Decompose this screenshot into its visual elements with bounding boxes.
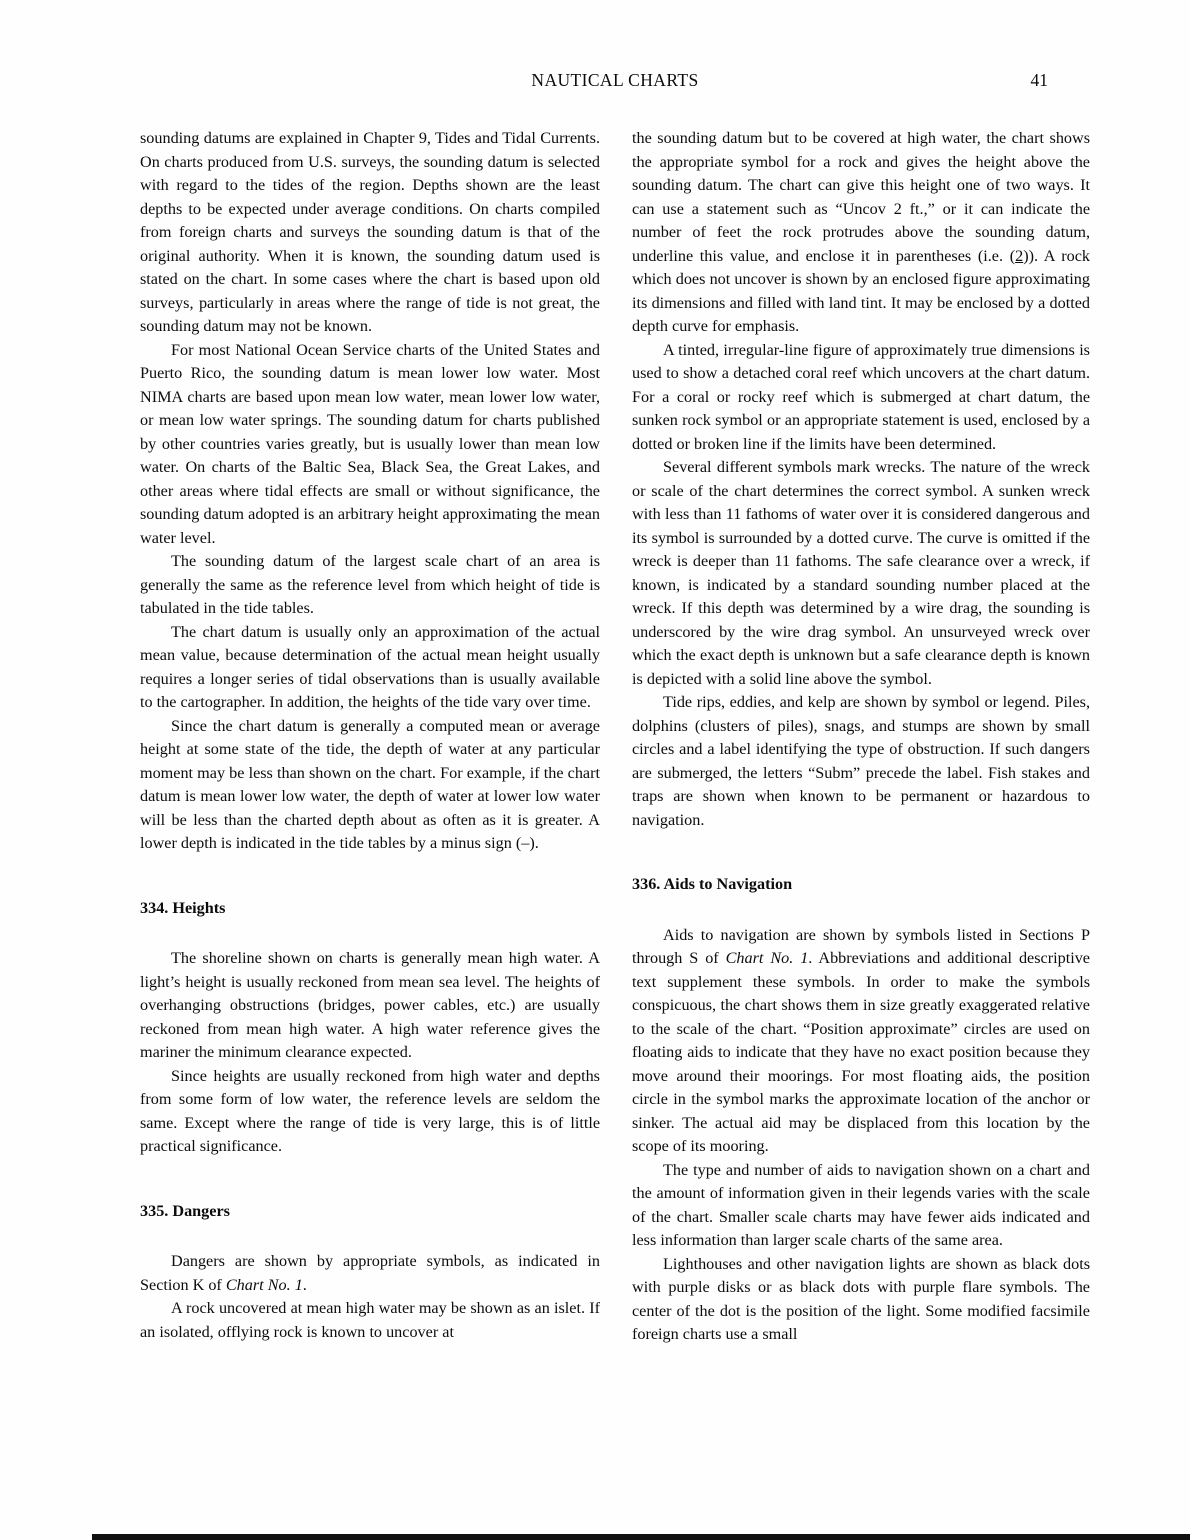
text-run: A tinted, irregular-line figure of approximately true dimensions is used to show a detached coral reef which uncovers at the chart datum. For a coral or rocky reef which is submerged at chart datum, the sunken rock symbol or an appropriate statement is used, enclosed by a dotted or broken line if the limits have been determined. (632, 340, 1090, 453)
body-paragraph (140, 947, 600, 1065)
section-heading (140, 1200, 600, 1224)
text-run: Since the chart datum is generally a computed mean or average height at some state of the tide, the depth of water at any particular moment may be less than shown on the chart. For example, if the chart datum is mean lower low water, the depth of water at lower low water will be less than the charted depth about as often as it is greater. A lower depth is indicated in the tide tables by a minus sign (–). (140, 716, 600, 852)
body-paragraph (632, 924, 1090, 1159)
italic-text-run: Chart No. 1 (725, 949, 809, 967)
left-column (140, 127, 600, 1347)
body-paragraph (632, 691, 1090, 832)
body-paragraph (140, 339, 600, 551)
text-run: Dangers are shown by appropriate symbols, as indicated in Section K of (140, 1252, 600, 1294)
text-run: Tide rips, eddies, and kelp are shown by symbol or legend. Piles, dolphins (clusters of piles), snags, and stumps are shown by small circles and a label identifying the type of obstruction. If such dangers are submerged, the letters “Subm” precede the label. Fish stakes and traps are shown when known to be permanent or hazardous to navigation. (632, 693, 1090, 829)
body-paragraph (632, 1253, 1090, 1347)
text-run: Lighthouses and other navigation lights are shown as black dots with purple disks or as black dots with purple flare symbols. The center of the dot is the position of the light. Some modified facsimile foreign charts use a small (632, 1254, 1090, 1343)
text-run: Aids to navigation are shown by symbols listed in Sections P through S of (632, 925, 1090, 967)
body-paragraph (632, 1159, 1090, 1253)
body-paragraph (140, 1250, 600, 1297)
body-paragraph (140, 715, 600, 856)
body-paragraph (140, 621, 600, 715)
text-run: A rock uncovered at mean high water may be shown as an islet. If an isolated, offlying rock is known to uncover at (140, 1299, 600, 1341)
section-heading (140, 897, 600, 921)
text-run: 336. Aids to Navigation (632, 875, 793, 893)
text-run: )). A rock which does not uncover is shown by an enclosed figure approximating its dimensions and filled with land tint. It may be enclosed by a dotted depth curve for emphasis. (632, 246, 1090, 335)
body-paragraph (140, 127, 600, 339)
body-paragraph (140, 1297, 600, 1344)
text-run: Since heights are usually reckoned from high water and depths from some form of low water, the reference levels are seldom the same. Except where the range of tide is very large, this is of little practical significance. (140, 1066, 600, 1155)
text-run: The chart datum is usually only an approximation of the actual mean value, because determination of the actual mean height usually requires a longer series of tidal observations than is usually available to the cartographer. In addition, the heights of the tide vary over time. (140, 622, 600, 711)
text-run: For most National Ocean Service charts of the United States and Puerto Rico, the sounding datum is mean lower low water. Most NIMA charts are based upon mean low water, mean lower low water, or mean low water springs. The sounding datum for charts published by other countries varies greatly, but is usually lower than mean low water. On charts of the Baltic Sea, Black Sea, the Great Lakes, and other areas where tidal effects are small or without significance, the sounding datum adopted is an arbitrary height approximating the mean water level. (140, 340, 600, 547)
italic-text-run: Chart No. 1 (225, 1275, 303, 1294)
body-paragraph (632, 456, 1090, 691)
text-run: . (302, 1275, 307, 1294)
text-run: 335. Dangers (140, 1201, 230, 1220)
body-paragraph (632, 339, 1090, 457)
text-run: Several different symbols mark wrecks. The nature of the wreck or scale of the chart determines the correct symbol. A sunken wreck with less than 11 fathoms of water over it is considered dangerous and its symbol is surrounded by a dotted curve. The curve is omitted if the wreck is deeper than 11 fathoms. The safe clearance over a wreck, if known, is indicated by a standard sounding number placed at the wreck. If this depth was determined by a wire drag, the sounding is underscored by the wire drag symbol. An unsurveyed wreck over which the exact depth is unknown but a safe clearance depth is known is depicted with a solid line above the symbol. (632, 458, 1090, 688)
underlined-text-run: 2 (1015, 246, 1024, 265)
scan-edge-artifact (92, 1534, 1190, 1540)
body-paragraph (140, 550, 600, 621)
text-run: the sounding datum but to be covered at high water, the chart shows the appropriate symbol for a rock and gives the height above the sounding datum. The chart can give this height one of two ways. It can use a statement such as “Uncov 2 ft.,” or it can indicate the number of feet the rock protrudes above the sounding datum, underline this value, and enclose it in parentheses (i.e. ( (632, 129, 1090, 265)
page-header (140, 70, 1090, 94)
text-run: The sounding datum of the largest scale chart of an area is generally the same as the reference level from which height of tide is tabulated in the tide tables. (140, 552, 600, 617)
text-run: 334. Heights (140, 898, 226, 917)
page-title: NAUTICAL CHARTS (531, 70, 699, 90)
text-run: The type and number of aids to navigation shown on a chart and the amount of information given in their legends varies with the scale of the chart. Smaller scale charts may have fewer aids indicated and less information than larger scale charts of the same area. (632, 1160, 1090, 1249)
text-run: sounding datums are explained in Chapter 9, Tides and Tidal Currents. On charts produced from U.S. surveys, the sounding datum is selected with regard to the tides of the region. Depths shown are the least depths to be expected under average conditions. On charts compiled from foreign charts and surveys the sounding datum is that of the original authority. When it is known, the sounding datum used is stated on the chart. In some cases where the chart is based upon old surveys, particularly in areas where the range of tide is not great, the sounding datum may not be known. (140, 129, 600, 335)
text-columns (140, 127, 1090, 1347)
text-run: . Abbreviations and additional descriptive text supplement these symbols. In order to make the symbols conspicuous, the chart shows them in size greatly exaggerated relative to the scale of the chart. “Position approximate” circles are used on floating aids to indicate that they have no exact position because they move around their moorings. For most floating aids, the position circle in the symbol marks the approximate location of the anchor or sinker. The actual aid may be displaced from this location by the scope of its mooring. (632, 949, 1090, 1155)
text-run: The shoreline shown on charts is generally mean high water. A light’s height is usually reckoned from mean sea level. The heights of overhanging obstructions (bridges, power cables, etc.) are usually reckoned from mean high water. A high water reference gives the mariner the minimum clearance expected. (140, 949, 600, 1061)
right-column (632, 127, 1090, 1347)
body-paragraph (632, 127, 1090, 339)
body-paragraph (140, 1065, 600, 1159)
section-heading (632, 873, 1090, 897)
page-number: 41 (1030, 70, 1048, 90)
